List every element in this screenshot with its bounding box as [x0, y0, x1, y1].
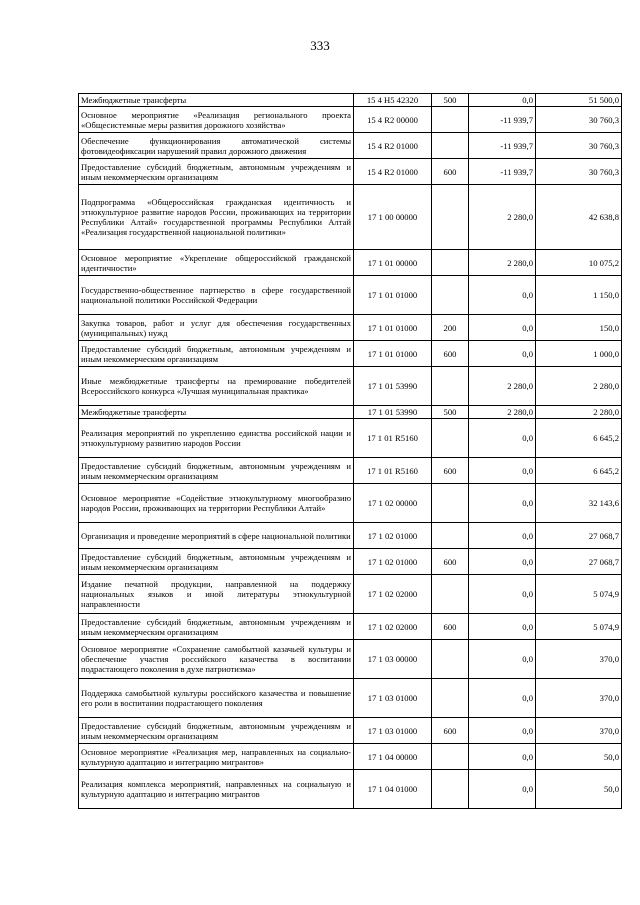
table-row — [79, 679, 622, 718]
row-code: 17 1 02 01000 — [354, 523, 432, 549]
row-expense-type — [432, 575, 469, 614]
row-total: 1 000,0 — [536, 341, 622, 367]
row-change: 2 280,0 — [469, 367, 536, 406]
table-row — [79, 484, 622, 523]
row-change: 0,0 — [469, 458, 536, 484]
table-row — [79, 94, 622, 107]
table-row — [79, 575, 622, 614]
row-change: 0,0 — [469, 523, 536, 549]
table-row — [79, 276, 622, 315]
row-expense-type: 200 — [432, 315, 469, 341]
row-change: 0,0 — [469, 315, 536, 341]
row-code: 17 1 01 01000 — [354, 315, 432, 341]
row-code: 17 1 02 02000 — [354, 575, 432, 614]
row-expense-type — [432, 133, 469, 159]
page-number: 333 — [310, 38, 330, 53]
table-row — [79, 549, 622, 575]
row-name: Поддержка самобытной культуры российского казачества и повышение его роли в воспитании подрастающего поколения — [79, 679, 354, 718]
table-row — [79, 406, 622, 419]
row-change: 0,0 — [469, 276, 536, 315]
row-change: 2 280,0 — [469, 185, 536, 250]
table-row — [79, 341, 622, 367]
row-total: 30 760,3 — [536, 159, 622, 185]
row-expense-type — [432, 185, 469, 250]
row-name: Предоставление субсидий бюджетным, автономным учреждениям и иным некоммерческим организациям — [79, 718, 354, 744]
table-row — [79, 640, 622, 679]
row-code: 17 1 01 53990 — [354, 406, 432, 419]
table-row — [79, 419, 622, 458]
row-total: 2 280,0 — [536, 406, 622, 419]
row-change: 0,0 — [469, 484, 536, 523]
row-expense-type — [432, 367, 469, 406]
row-total: 150,0 — [536, 315, 622, 341]
row-expense-type — [432, 484, 469, 523]
row-total: 2 280,0 — [536, 367, 622, 406]
row-code: 15 4 R2 01000 — [354, 159, 432, 185]
row-total: 30 760,3 — [536, 107, 622, 133]
row-expense-type: 600 — [432, 458, 469, 484]
row-name: Иные межбюджетные трансферты на премирование победителей Всероссийского конкурса «Лучшая муниципальная практика» — [79, 367, 354, 406]
row-total: 51 500,0 — [536, 94, 622, 107]
row-total: 42 638,8 — [536, 185, 622, 250]
row-code: 17 1 03 00000 — [354, 640, 432, 679]
row-total: 5 074,9 — [536, 575, 622, 614]
table-row — [79, 770, 622, 809]
row-code: 15 4 Н5 42320 — [354, 94, 432, 107]
table-row — [79, 133, 622, 159]
row-expense-type — [432, 770, 469, 809]
row-name: Подпрограмма «Общероссийская гражданская идентичность и этнокультурное развитие народов России, проживающих на территории Республики Алтай» государственной программы Республики Алтай «Реализация государственной национальной политики» — [79, 185, 354, 250]
row-expense-type: 600 — [432, 718, 469, 744]
row-total: 27 068,7 — [536, 523, 622, 549]
row-total: 6 645,2 — [536, 419, 622, 458]
row-code: 17 1 01 01000 — [354, 276, 432, 315]
row-name: Предоставление субсидий бюджетным, автономным учреждениям и иным некоммерческим организациям — [79, 341, 354, 367]
row-change: 2 280,0 — [469, 250, 536, 276]
row-code: 17 1 01 R5160 — [354, 419, 432, 458]
row-expense-type: 500 — [432, 94, 469, 107]
budget-table — [78, 93, 622, 809]
row-expense-type: 600 — [432, 159, 469, 185]
row-code: 17 1 01 R5160 — [354, 458, 432, 484]
row-change: -11 939,7 — [469, 107, 536, 133]
table-row — [79, 315, 622, 341]
row-name: Издание печатной продукции, направленной на поддержку национальных языков и иной литературы этнокультурной направленности — [79, 575, 354, 614]
table-row — [79, 614, 622, 640]
table-row — [79, 458, 622, 484]
table-row — [79, 250, 622, 276]
row-name: Реализация мероприятий по укреплению единства российской нации и этнокультурному развитию народов России — [79, 419, 354, 458]
row-total: 30 760,3 — [536, 133, 622, 159]
row-total: 6 645,2 — [536, 458, 622, 484]
table-row — [79, 367, 622, 406]
budget-table-body — [79, 94, 622, 809]
row-total: 27 068,7 — [536, 549, 622, 575]
row-code: 17 1 02 02000 — [354, 614, 432, 640]
row-expense-type — [432, 107, 469, 133]
row-expense-type — [432, 419, 469, 458]
row-name: Предоставление субсидий бюджетным, автономным учреждениям и иным некоммерческим организациям — [79, 549, 354, 575]
row-change: 0,0 — [469, 419, 536, 458]
row-code: 17 1 04 00000 — [354, 744, 432, 770]
row-change: 0,0 — [469, 679, 536, 718]
row-expense-type — [432, 276, 469, 315]
row-change: -11 939,7 — [469, 159, 536, 185]
row-code: 15 4 R2 00000 — [354, 107, 432, 133]
row-name: Основное мероприятие «Сохранение самобытной казачьей культуры и обеспечение участия российского казачества в воспитании подрастающего поколения в духе патриотизма» — [79, 640, 354, 679]
row-expense-type — [432, 744, 469, 770]
row-code: 17 1 02 00000 — [354, 484, 432, 523]
row-name: Предоставление субсидий бюджетным, автономным учреждениям и иным некоммерческим организациям — [79, 159, 354, 185]
row-change: 0,0 — [469, 614, 536, 640]
row-expense-type — [432, 679, 469, 718]
row-name: Предоставление субсидий бюджетным, автономным учреждениям и иным некоммерческим организациям — [79, 458, 354, 484]
row-code: 17 1 03 01000 — [354, 718, 432, 744]
row-total: 50,0 — [536, 770, 622, 809]
row-total: 50,0 — [536, 744, 622, 770]
row-expense-type: 600 — [432, 614, 469, 640]
row-total: 10 075,2 — [536, 250, 622, 276]
table-row — [79, 185, 622, 250]
row-code: 17 1 01 01000 — [354, 341, 432, 367]
table-row — [79, 107, 622, 133]
row-change: 0,0 — [469, 94, 536, 107]
row-name: Основное мероприятие «Укрепление общероссийской гражданской идентичности» — [79, 250, 354, 276]
row-name: Закупка товаров, работ и услуг для обеспечения государственных (муниципальных) нужд — [79, 315, 354, 341]
row-code: 17 1 02 01000 — [354, 549, 432, 575]
row-name: Обеспечение функционирования автоматической системы фотовидеофиксации нарушений правил дорожного движения — [79, 133, 354, 159]
row-expense-type — [432, 523, 469, 549]
row-total: 32 143,6 — [536, 484, 622, 523]
row-change: 0,0 — [469, 341, 536, 367]
table-row — [79, 523, 622, 549]
row-code: 17 1 03 01000 — [354, 679, 432, 718]
row-change: 0,0 — [469, 770, 536, 809]
row-code: 17 1 01 53990 — [354, 367, 432, 406]
row-name: Государственно-общественное партнерство в сфере государственной национальной политики Российской Федерации — [79, 276, 354, 315]
row-expense-type: 600 — [432, 341, 469, 367]
row-change: 0,0 — [469, 744, 536, 770]
row-name: Основное мероприятие «Реализация регионального проекта «Общесистемные меры развития дорожного хозяйства» — [79, 107, 354, 133]
row-expense-type: 500 — [432, 406, 469, 419]
row-code: 17 1 00 00000 — [354, 185, 432, 250]
row-total: 370,0 — [536, 679, 622, 718]
row-total: 370,0 — [536, 640, 622, 679]
row-change: 2 280,0 — [469, 406, 536, 419]
row-expense-type: 600 — [432, 549, 469, 575]
row-code: 15 4 R2 01000 — [354, 133, 432, 159]
table-row — [79, 718, 622, 744]
row-change: 0,0 — [469, 575, 536, 614]
row-change: -11 939,7 — [469, 133, 536, 159]
table-row — [79, 159, 622, 185]
row-name: Реализация комплекса мероприятий, направленных на социальную и культурную адаптацию и интеграцию мигрантов — [79, 770, 354, 809]
row-expense-type — [432, 250, 469, 276]
row-code: 17 1 01 00000 — [354, 250, 432, 276]
row-code: 17 1 04 01000 — [354, 770, 432, 809]
table-row — [79, 744, 622, 770]
row-name: Межбюджетные трансферты — [79, 94, 354, 107]
row-total: 5 074,9 — [536, 614, 622, 640]
row-change: 0,0 — [469, 718, 536, 744]
row-name: Основное мероприятие «Содействие этнокультурному многообразию народов России, проживающих на территории Республики Алтай» — [79, 484, 354, 523]
row-name: Межбюджетные трансферты — [79, 406, 354, 419]
row-name: Предоставление субсидий бюджетным, автономным учреждениям и иным некоммерческим организациям — [79, 614, 354, 640]
row-expense-type — [432, 640, 469, 679]
row-change: 0,0 — [469, 640, 536, 679]
row-change: 0,0 — [469, 549, 536, 575]
row-name: Организация и проведение мероприятий в сфере национальной политики — [79, 523, 354, 549]
row-name: Основное мероприятие «Реализация мер, направленных на социально-культурную адаптацию и интеграцию мигрантов» — [79, 744, 354, 770]
row-total: 370,0 — [536, 718, 622, 744]
row-total: 1 150,0 — [536, 276, 622, 315]
